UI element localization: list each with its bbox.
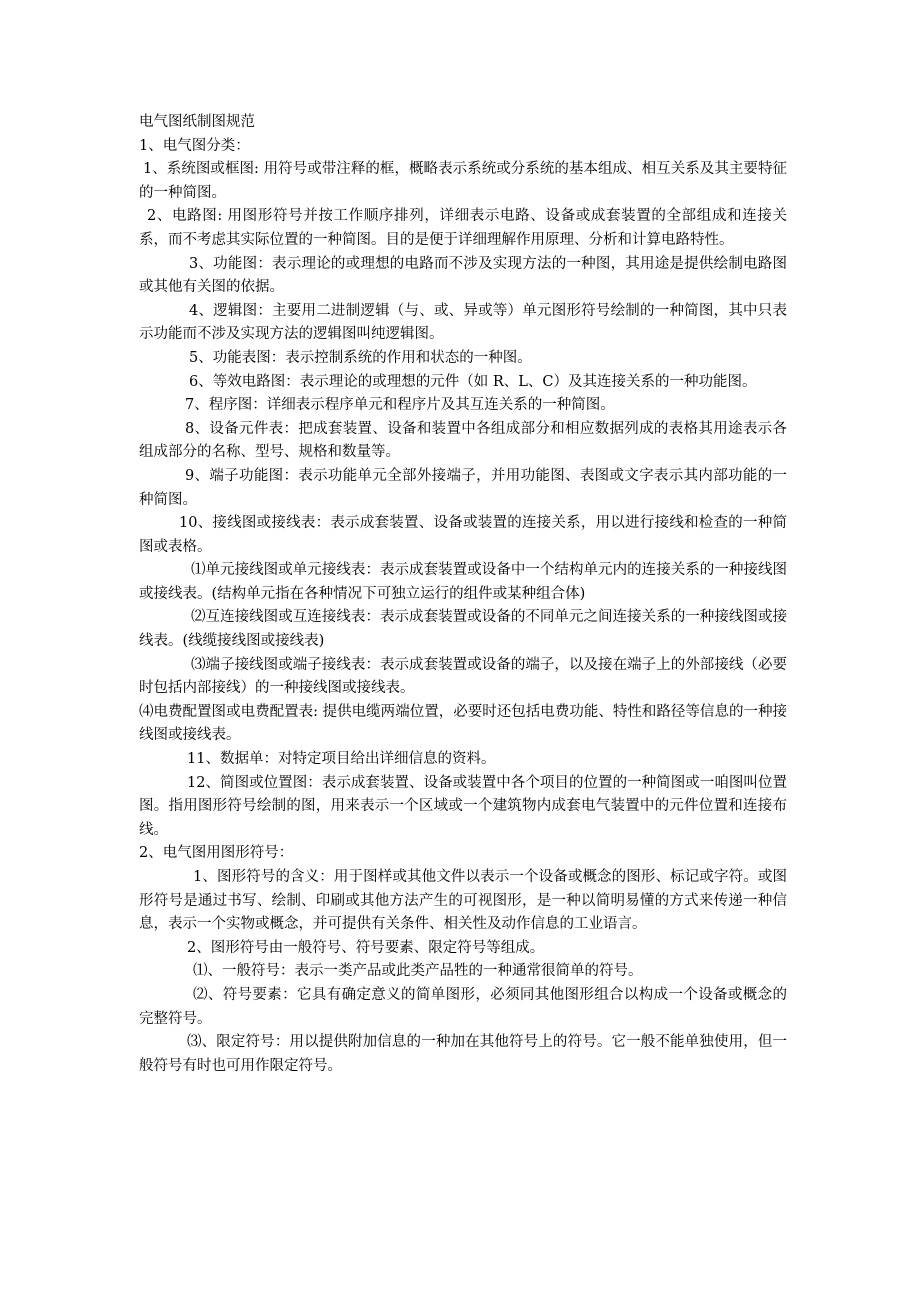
paragraph-function-chart: 5、功能表图：表示控制系统的作用和状态的一种图。 <box>189 349 532 366</box>
paragraph-system-diagram: 1、系统图或框图: 用符号或带注释的框，概略表示系统或分系统的基本组成、相互关系及其主要特征的一种简图。 <box>139 161 787 201</box>
paragraph-interconnection-wiring: ⑵互连接线图或互连接线表：表示成套装置或设备的不同单元之间连接关系的一种接线图或接线表。(线缆接线图或接线表) <box>139 609 787 650</box>
paragraph-symbol-element: ⑵、符号要素：它具有确定意义的简单图形，必须同其他图形组合以构成一个设备或概念的完整符号。 <box>139 986 787 1027</box>
paragraph-unit-wiring: ⑴单元接线图或单元接线表：表示成套装置或设备中一个结构单元内的连接关系的一种接线图或接线表。(结构单元指在各种情况下可独立运行的组件或某种组合体) <box>139 562 787 602</box>
paragraph-logic-diagram: 4、逻辑图：主要用二进制逻辑（与、或、异或等）单元图形符号绘制的一种简图，其中只表示功能而不涉及实现方法的逻辑图叫纯逻辑图。 <box>139 302 787 343</box>
paragraph-symbol-meaning: 1、图形符号的含义：用于图样或其他文件以表示一个设备或概念的图形、标记或字符。或图形符号是通过书写、绘制、印刷或其他方法产生的可视图形，是一种以简明易懂的方式来传递一种信息，表示一个实物或概念，并可提供有关条件、相关性及动作信息的工业语言。 <box>139 869 787 933</box>
paragraph-program-diagram: 7、程序图：详细表示程序单元和程序片及其互连关系的一种简图。 <box>185 397 615 414</box>
paragraph-equipment-list: 8、设备元件表：把成套装置、设备和装置中各组成部分和相应数据列成的表格其用途表示各组成部分的名称、型号、规格和数量等。 <box>139 420 787 461</box>
paragraph-qualifying-symbol: ⑶、限定符号：用以提供附加信息的一种加在其他符号上的符号。它一般不能单独使用，但一般符号有时也可用作限定符号。 <box>139 1034 787 1074</box>
paragraph-terminal-function: 9、端子功能图：表示功能单元全部外接端子，并用功能图、表图或文字表示其内部功能的一种简图。 <box>139 467 787 508</box>
document-body <box>139 111 787 1078</box>
section-2-heading: 2、电气图用图形符号： <box>139 845 294 862</box>
paragraph-wiring-diagram: 10、接线图或接线表：表示成套装置、设备或装置的连接关系，用以进行接线和检查的一种简图或表格。 <box>139 515 787 555</box>
paragraph-symbol-composition: 2、图形符号由一般符号、符号要素、限定符号等组成。 <box>187 939 545 956</box>
paragraph-general-symbol: ⑴、一般符号：表示一类产品或此类产品牲的一种通常很简单的符号。 <box>193 963 643 980</box>
paragraph-circuit-diagram: 2、电路图: 用图形符号并按工作顺序排列，详细表示电路、设备或成套装置的全部组成和连接关系，而不考虑其实际位置的一种简图。目的是便于详细理解作用原理、分析和计算电路特性。 <box>139 208 787 248</box>
paragraph-function-diagram: 3、功能图：表示理论的或理想的电路而不涉及实现方法的一种图，其用途是提供绘制电路图或其他有关图的依据。 <box>139 255 787 296</box>
section-1-heading: 1、电气图分类： <box>139 137 250 154</box>
paragraph-location-diagram: 12、简图或位置图：表示成套装置、设备或装置中各个项目的位置的一种简图或一咱图叫位置图。指用图形符号绘制的图，用来表示一个区域或一个建筑物内成套电气装置中的元件位置和连接布线。 <box>139 774 787 838</box>
paragraph-equivalent-circuit: 6、等效电路图：表示理论的或理想的元件（如 R、L、C）及其连接关系的一种功能图。 <box>189 373 757 390</box>
paragraph-data-sheet: 11、数据单：对特定项目给出详细信息的资料。 <box>187 751 496 768</box>
document-title: 电气图纸制图规范 <box>139 114 255 130</box>
paragraph-terminal-wiring: ⑶端子接线图或端子接线表：表示成套装置或设备的端子，以及接在端子上的外部接线（必要时包括内部接线）的一种接线图或接线表。 <box>139 656 787 697</box>
paragraph-cable-layout: ⑷电费配置图或电费配置表: 提供电缆两端位置，必要时还包括电费功能、特性和路径等信息的一种接线图或接线表。 <box>139 703 787 744</box>
